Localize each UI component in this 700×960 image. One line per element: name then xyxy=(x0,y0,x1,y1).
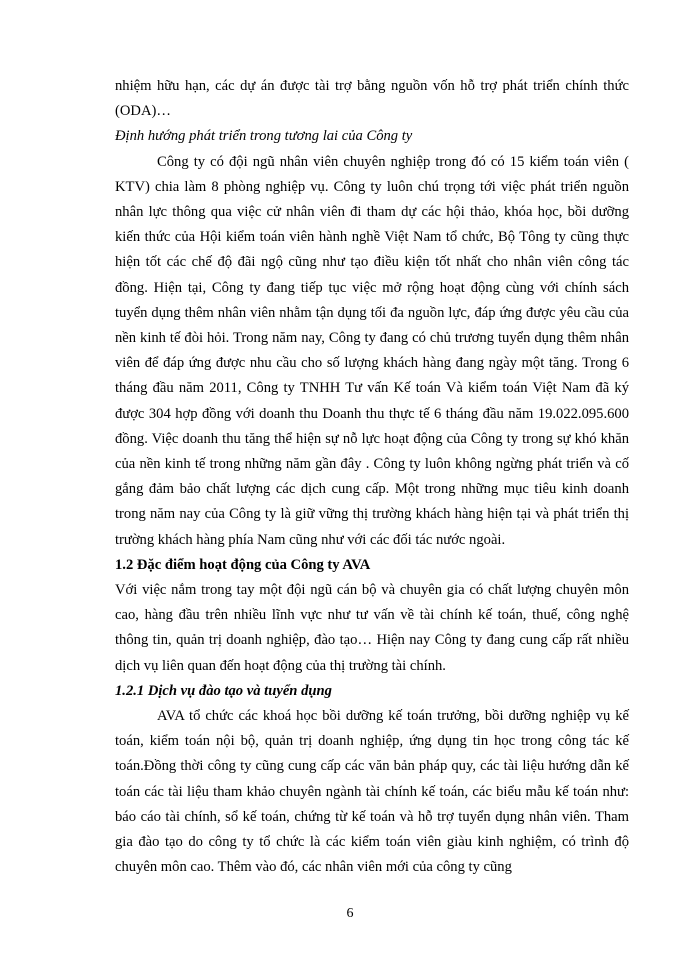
section-heading-1-2: 1.2 Đặc điểm hoạt động của Công ty AVA xyxy=(115,556,371,573)
paragraph-continuation: nhiệm hữu hạn, các dự án được tài trợ bằng nguồn vốn hỗ trợ phát triển chính thức (ODA)… xyxy=(115,78,629,120)
paragraph-future-orientation: Công ty có đội ngũ nhân viên chuyên nghiệp trong đó có 15 kiểm toán viên ( KTV) chia làm 8 phòng nghiệp vụ. Công ty luôn chú trọng tới việc phát triển nguồn nhân lực thông qua việc cử nhân viên đi tham dự các hội thảo, khóa học, bồi dưỡng kiến thức của Hội kiểm toán viên hành nghề Việt Nam tổ chức, Bộ Tông ty cũng thực hiện tốt các chế độ đãi ngộ cũng như tạo điều kiện tốt nhất cho nhân viên công tác đồng. Hiện tại, Công ty đang tiếp tục việc mở rộng hoạt động cùng với chính sách tuyển dụng thêm nhân viên nhằm tận dụng tối đa nguồn lực, đáp ứng được yêu cầu của nền kinh tế đòi hỏi. Trong năm nay, Công ty đang có chủ trương tuyển dụng thêm nhân viên để đáp ứng được nhu cầu cho số lượng khách hàng đang ngày một tăng. Trong 6 tháng đầu năm 2011, Công ty TNHH Tư vấn Kế toán Và kiểm toán Việt Nam đã ký được 304 hợp đồng với doanh thu Doanh thu thực tế 6 tháng đầu năm 19.022.095.600 đồng. Việc doanh thu tăng thể hiện sự nỗ lực hoạt động của Công ty trong sự khó khăn của nền kinh tế trong những năm gần đây . Công ty luôn không ngừng phát triển và cố gắng đảm bảo chất lượng các dịch cung cấp. Một trong những mục tiêu kinh doanh trong năm nay của Công ty là giữ vững thị trường khách hàng hiện tại và phát triển thị trường khách hàng phía Nam cũng như với các đối tác nước ngoài. xyxy=(115,153,629,548)
heading-future-orientation: Định hướng phát triển trong tương lai của Công ty xyxy=(115,128,413,145)
paragraph-section-1-2: Với việc nắm trong tay một đội ngũ cán bộ và chuyên gia có chất lượng chuyên môn cao, hàng đầu trên nhiều lĩnh vực như tư vấn về tài chính kế toán, thuế, công nghệ thông tin, quản trị doanh nghiệp, đào tạo… Hiện nay Công ty đang cung cấp rất nhiều dịch vụ liên quan đến hoạt động của thị trường tài chính. xyxy=(115,582,629,674)
paragraph-section-1-2-1: AVA tổ chức các khoá học bồi dưỡng kế toán trưởng, bồi dưỡng nghiệp vụ kế toán, kiểm toán nội bộ, quản trị doanh nghiệp, ứng dụng tin học trong công tác kế toán.Đồng thời công ty cũng cung cấp các văn bản pháp quy, các tài liệu hướng dẫn kế toán các tài liệu tham khảo chuyên ngành tài chính kế toán, các biểu mẫu kế toán như: báo cáo tài chính, sổ kế toán, chứng từ kế toán và hỗ trợ tuyển dụng nhân viên. Tham gia đào tạo do công ty tổ chức là các kiểm toán viên giàu kinh nghiệm, có trình độ chuyên môn cao. Thêm vào đó, các nhân viên mới của công ty cũng xyxy=(115,708,629,876)
document-body xyxy=(115,74,629,881)
section-heading-1-2-1: 1.2.1 Dịch vụ đào tạo và tuyển dụng xyxy=(115,682,332,699)
page-number: 6 xyxy=(346,906,354,921)
